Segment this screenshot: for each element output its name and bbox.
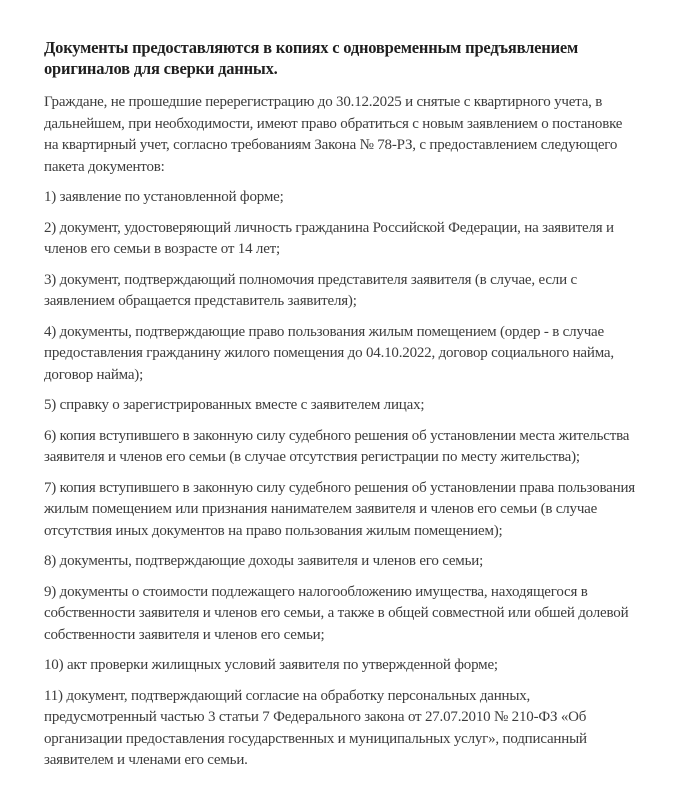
- requirement-item-9: 9) документы о стоимости подлежащего налогообложению имущества, находящегося в собственности заявителя и членов его семьи, а также в общей совместной или обшей долевой собственности заявителя и членов его семьи;: [44, 583, 629, 643]
- document-heading: Документы предоставляются в копиях с одновременным предъявлением оригиналов для сверки данных.: [44, 38, 579, 78]
- requirement-item-11: 11) документ, подтверждающий согласие на обработку персональных данных, предусмотренный частью 3 статьи 7 Федерального закона от 27.07.2010 № 210-ФЗ «Об организации предоставления государственных и муниципальных услуг», подписанный заявителем и членами его семьи.: [44, 687, 587, 768]
- requirement-item-3: 3) документ, подтверждающий полномочия представителя заявителя (в случае, если с заявлением обращается представитель заявителя);: [44, 271, 577, 309]
- requirement-item-2: 2) документ, удостоверяющий личность гражданина Российской Федерации, на заявителя и членов его семьи в возрасте от 14 лет;: [44, 219, 614, 257]
- requirement-item-1: 1) заявление по установленной форме;: [44, 189, 284, 205]
- requirement-item-8: 8) документы, подтверждающие доходы заявителя и членов его семьи;: [44, 553, 484, 569]
- requirement-item-6: 6) копия вступившего в законную силу судебного решения об установлении места жительства заявителя и членов его семьи (в случае отсутствия регистрации по месту жительства);: [44, 427, 630, 465]
- requirement-item-10: 10) акт проверки жилищных условий заявителя по утвержденной форме;: [44, 657, 498, 673]
- intro-paragraph: Граждане, не прошедшие перерегистрацию до 30.12.2025 и снятые с квартирного учета, в дальнейшем, при необходимости, имеют право обратиться с новым заявлением о постановке на квартирный учет, согласно требованиям Закона № 78-РЗ, с предоставлением следующего пакета документов:: [44, 94, 623, 175]
- requirement-item-5: 5) справку о зарегистрированных вместе с заявителем лицах;: [44, 397, 425, 413]
- requirement-item-4: 4) документы, подтверждающие право пользования жилым помещением (ордер - в случае предоставления гражданину жилого помещения до 04.10.2022, договор социального найма, договор найма);: [44, 323, 614, 383]
- requirement-item-7: 7) копия вступившего в законную силу судебного решения об установлении права пользования жилым помещением или признания нанимателем заявителя и членов его семьи (в случае отсутствия иных документов на право пользования жилым помещением);: [44, 479, 635, 539]
